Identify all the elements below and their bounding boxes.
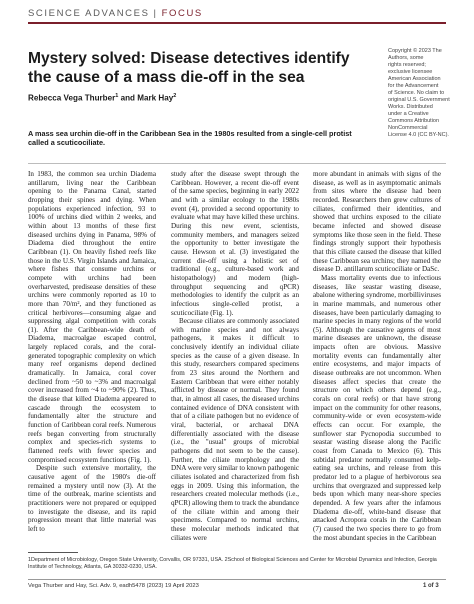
author-conjunction: and [118, 93, 138, 103]
article-title: Mystery solved: Disease detectives identify the cause of a mass die-off in the sea [28, 50, 350, 86]
author-2-affiliation: 2 [173, 93, 177, 99]
body-column-1 [28, 170, 156, 534]
section-label: FOCUS [161, 8, 203, 19]
body-paragraph: Despite such extensive mortality, the causative agent of the 1980's die-off remained a mystery until now (3). At the time of the outbreak, marine scientists and practitioners were not prepared or equipped to investigate the disease, and its rapid progression meant that little material was left to [28, 464, 156, 533]
body-paragraph: Because ciliates are commonly associated with marine species and not always pathogens, it makes it difficult to conclusively identify an individual ciliate species as the cause of a given disease. In this study, researchers compared specimens from 23 sites around the Northern and Eastern Caribbean that were either notably afflicted by disease or normal. They found that, in almost all cases, the diseased urchins contained evidence of DNA consistent with that of a ciliate pathogen but no evidence of viral, bacterial, or archaeal DNA differentially associated with the disease (i.e., the "usual" groups of microbial pathogens did not seem to be the cause). Further, the ciliate morphology and the DNA were very similar to known pathogenic ciliates isolated and characterized from fish eggs in 2009. Using this information, the researchers created molecular methods (i.e., qPCR) allowing them to track the abundance of the ciliate within and among their specimens. Compared to normal urchins, these molecular methods indicated that ciliates were [171, 317, 299, 542]
copyright-notice [388, 48, 456, 139]
body-paragraph: more abundant in animals with signs of the disease, as well as in asymptomatic animals from sites where the disease had been recorded. Researchers then grew cultures of ciliates, confirmed their identities, and showed that urchins exposed to the ciliate became infected and showed disease symptoms like those seen in the field. These findings strongly support their hypothesis that this ciliate caused the disease that killed these Caribbean sea urchins; they named the disease D. antillarum scuticociliate or DaSc. [313, 170, 441, 274]
body-paragraph: Mass mortality events due to infectious diseases, like seastar wasting disease, abalone withering syndrome, morbilliviruses in marine mammals, and numerous other diseases, have been particularly damaging to marine species in many regions of the world (5). Although the causative agents of most marine diseases are unknown, the disease impacts often are obvious. Massive mortality events can fundamentally alter entire ecosystems, and major impacts of disease outbreaks are not uncommon. When diseases affect species that create the structure on which others depend (e.g., corals on coral reefs) or that have strong impact on the community for other reasons, community-wide or even ecosystem-wide effects can occur. For example, the sunflower star Pycnopodia succumbed to seastar wasting disease along the Pacific coast from Canada to Mexico (6). This subtidal predator normally consumed kelp-eating sea urchins, and release from this predator led to a plague of herbivorous sea urchins that overgrazed and suppressed kelp beds upon which many near-shore species depended. A few years after the infamous Diadema die-off, white-band disease that attacked Acropora corals in the Caribbean (7) caused the two species there to go from the most abundant species in the Caribbean [313, 273, 441, 542]
copyright-line: License 4.0 (CC BY-NC). [388, 132, 449, 138]
copyright-line: Copyright © 2023 The [388, 48, 442, 54]
copyright-line: rights reserved; [388, 62, 426, 68]
copyright-line: for the Advancement [388, 83, 439, 89]
footer-rule [28, 579, 446, 580]
header-separator: | [153, 8, 158, 19]
footnote-rule [28, 552, 78, 553]
journal-name: SCIENCE ADVANCES [28, 8, 150, 19]
body-paragraph: In 1983, the common sea urchin Diadema antillarum, living near the Caribbean opening to the Panama Canal, started dropping their spines and dying. When populations experienced infection, 93 to 100% of urchins died within 2 weeks, and within about 13 months of these first diseased urchins dying in Panama, 98% of Diadema died throughout the entire Caribbean (1). On heavily fished reefs like those in the U.S. Virgin Islands and Jamaica, where fishes that consume urchins or compete with urchins had been overharvested, predisease densities of these urchins were commonly reported as 10 to more than 70/m², and they functioned as critical herbivores—consuming algae and suppressing algal competition with corals (1). After the Caribbean-wide death of Diadema, macroalgae escaped control, largely replaced corals, and the coral-generated topographic complexity on which many reef organisms depend declined dramatically. In Jamaica, coral cover declined from ~50 to ~3% and macroalgal cover increased from ~4 to ~90% (2). Thus, the disease that killed Diadema appeared to cascade through the ecosystem to fundamentally alter the structure and function of Caribbean coral reefs. Numerous reefs began converting from structurally complex and species-rich systems to flattened reefs with fewer species and compromised ecosystem functions (Fig. 1). [28, 170, 156, 464]
journal-header [28, 8, 203, 19]
author-1[interactable]: Rebecca Vega Thurber [28, 93, 116, 103]
copyright-line: Works. Distributed [388, 104, 433, 110]
article-abstract: A mass sea urchin die-off in the Caribbean Sea in the 1980s resulted from a single-cell protist called a scuticociliate. [28, 129, 352, 148]
copyright-line: original U.S. Government [388, 97, 450, 103]
citation-footer: Vega Thurber and Hay, Sci. Adv. 9, eadh5478 (2023) 19 April 2023 [28, 583, 199, 589]
copyright-line: of Science. No claim to [388, 90, 445, 96]
author-1-affiliation: 1 [115, 93, 119, 99]
copyright-line: exclusive licensee [388, 69, 433, 75]
copyright-line: Authors, some [388, 55, 424, 61]
copyright-line: Commons Attribution [388, 118, 440, 124]
copyright-line: NonCommercial [388, 125, 428, 131]
page-number: 1 of 3 [423, 583, 439, 589]
copyright-line: under a Creative [388, 111, 429, 117]
body-column-3 [313, 170, 441, 542]
author-2[interactable]: Mark Hay [137, 93, 174, 103]
header-rule [28, 22, 446, 24]
body-column-2 [171, 170, 299, 542]
body-paragraph: study after the disease swept through the Caribbean. However, a recent die-off event of the same species, beginning in early 2022 and with a similar ecology to the 1980s event (4), provided a second opportunity to evaluate what may have killed these urchins. During this new event, scientists, community members, and managers seized the opportunity to better investigate the cause. Hewson et al. (3) investigated the current die-off using a holistic set of traditional (e.g., culture-based work and histopathology) and modern (high-throughput sequencing and qPCR) methodologies to identify the culprit as an infectious single-celled protist, a scuticociliate (Fig. 1). [171, 170, 299, 317]
abstract-divider [28, 163, 446, 164]
copyright-line: American Association [388, 76, 441, 82]
affiliations-footnote: 1Department of Microbiology, Oregon State University, Corvallis, OR 97331, USA. 2School of Biological Sciences and Center for Microbial Dynamics and Infection, Georgia Institute of Technology, Atlanta, GA 30332-0230, USA. [28, 557, 437, 570]
author-line [28, 93, 176, 103]
